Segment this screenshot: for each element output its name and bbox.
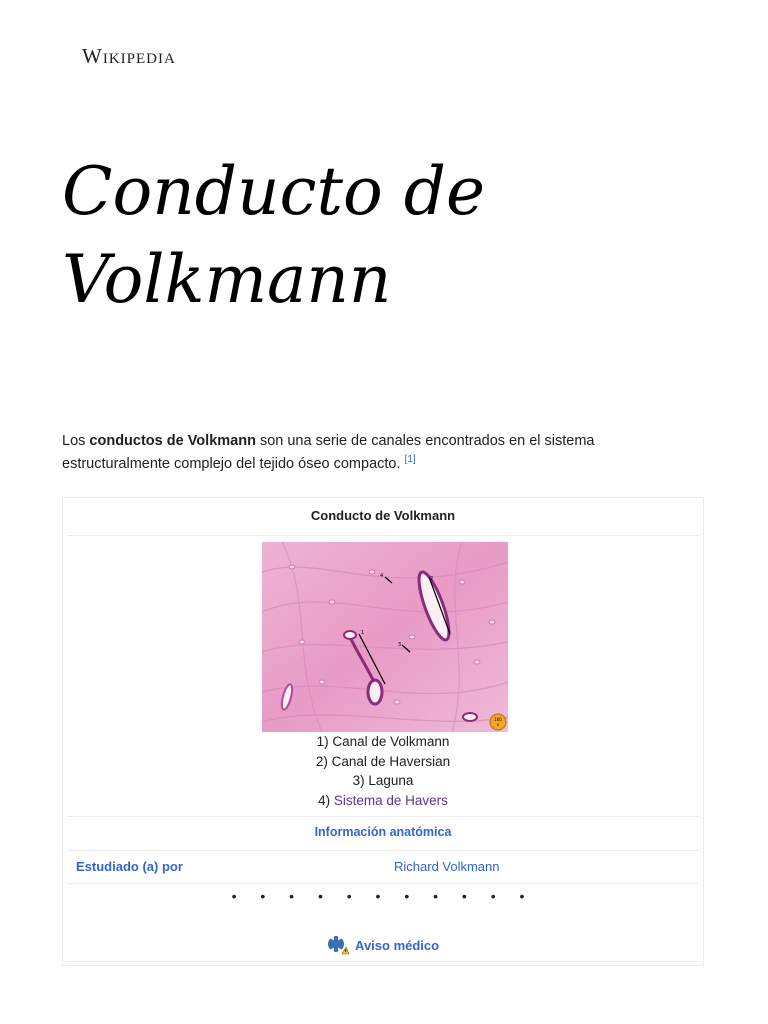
sistema-havers-link[interactable]: Sistema de Havers — [333, 792, 448, 808]
divider — [67, 535, 699, 536]
svg-text:x: x — [496, 722, 500, 727]
page-title: Conducto de Volkmann — [62, 153, 486, 318]
caption-2: 2) Canal de Haversian — [315, 753, 451, 769]
studied-by-label[interactable]: Estudiado (a) por — [76, 859, 183, 874]
svg-text:2: 2 — [430, 576, 434, 582]
lead-bold-term: conductos de Volkmann — [89, 433, 256, 449]
image-captions — [63, 732, 703, 810]
divider — [67, 850, 699, 851]
svg-text:3: 3 — [398, 642, 402, 648]
aviso-medico-link[interactable] — [63, 935, 703, 955]
infobox — [62, 497, 704, 966]
svg-text:1: 1 — [361, 630, 365, 636]
divider — [67, 961, 699, 962]
caption-4-prefix: 4) — [318, 792, 334, 808]
wikipedia-logo[interactable]: Wikipedia — [82, 44, 176, 68]
reference-link[interactable]: [1] — [404, 454, 416, 466]
micrograph-image[interactable] — [262, 542, 508, 732]
caption-1: 1) Canal de Volkmann — [316, 734, 450, 749]
lead-rest: son una serie de canales encontrados en el sistema estructuralmente complejo del tejido óseo compacto. — [62, 433, 595, 472]
infobox-title: Conducto de Volkmann — [310, 508, 456, 523]
caption-3: 3) Laguna — [352, 773, 414, 788]
medical-star-icon — [327, 935, 349, 955]
aviso-medico-label: Aviso médico — [355, 938, 440, 953]
dots-separator: • • • • • • • • • • • — [231, 888, 535, 904]
divider — [67, 883, 699, 884]
lead-paragraph — [62, 430, 702, 476]
divider — [67, 816, 699, 817]
lead-prefix: Los — [62, 433, 90, 449]
studied-by-value[interactable]: Richard Volkmann — [394, 859, 500, 874]
svg-text:4: 4 — [380, 573, 384, 579]
caption-4 — [63, 791, 703, 811]
section-heading-anatomia[interactable]: Información anatómica — [314, 825, 452, 839]
svg-text:100: 100 — [494, 717, 502, 722]
